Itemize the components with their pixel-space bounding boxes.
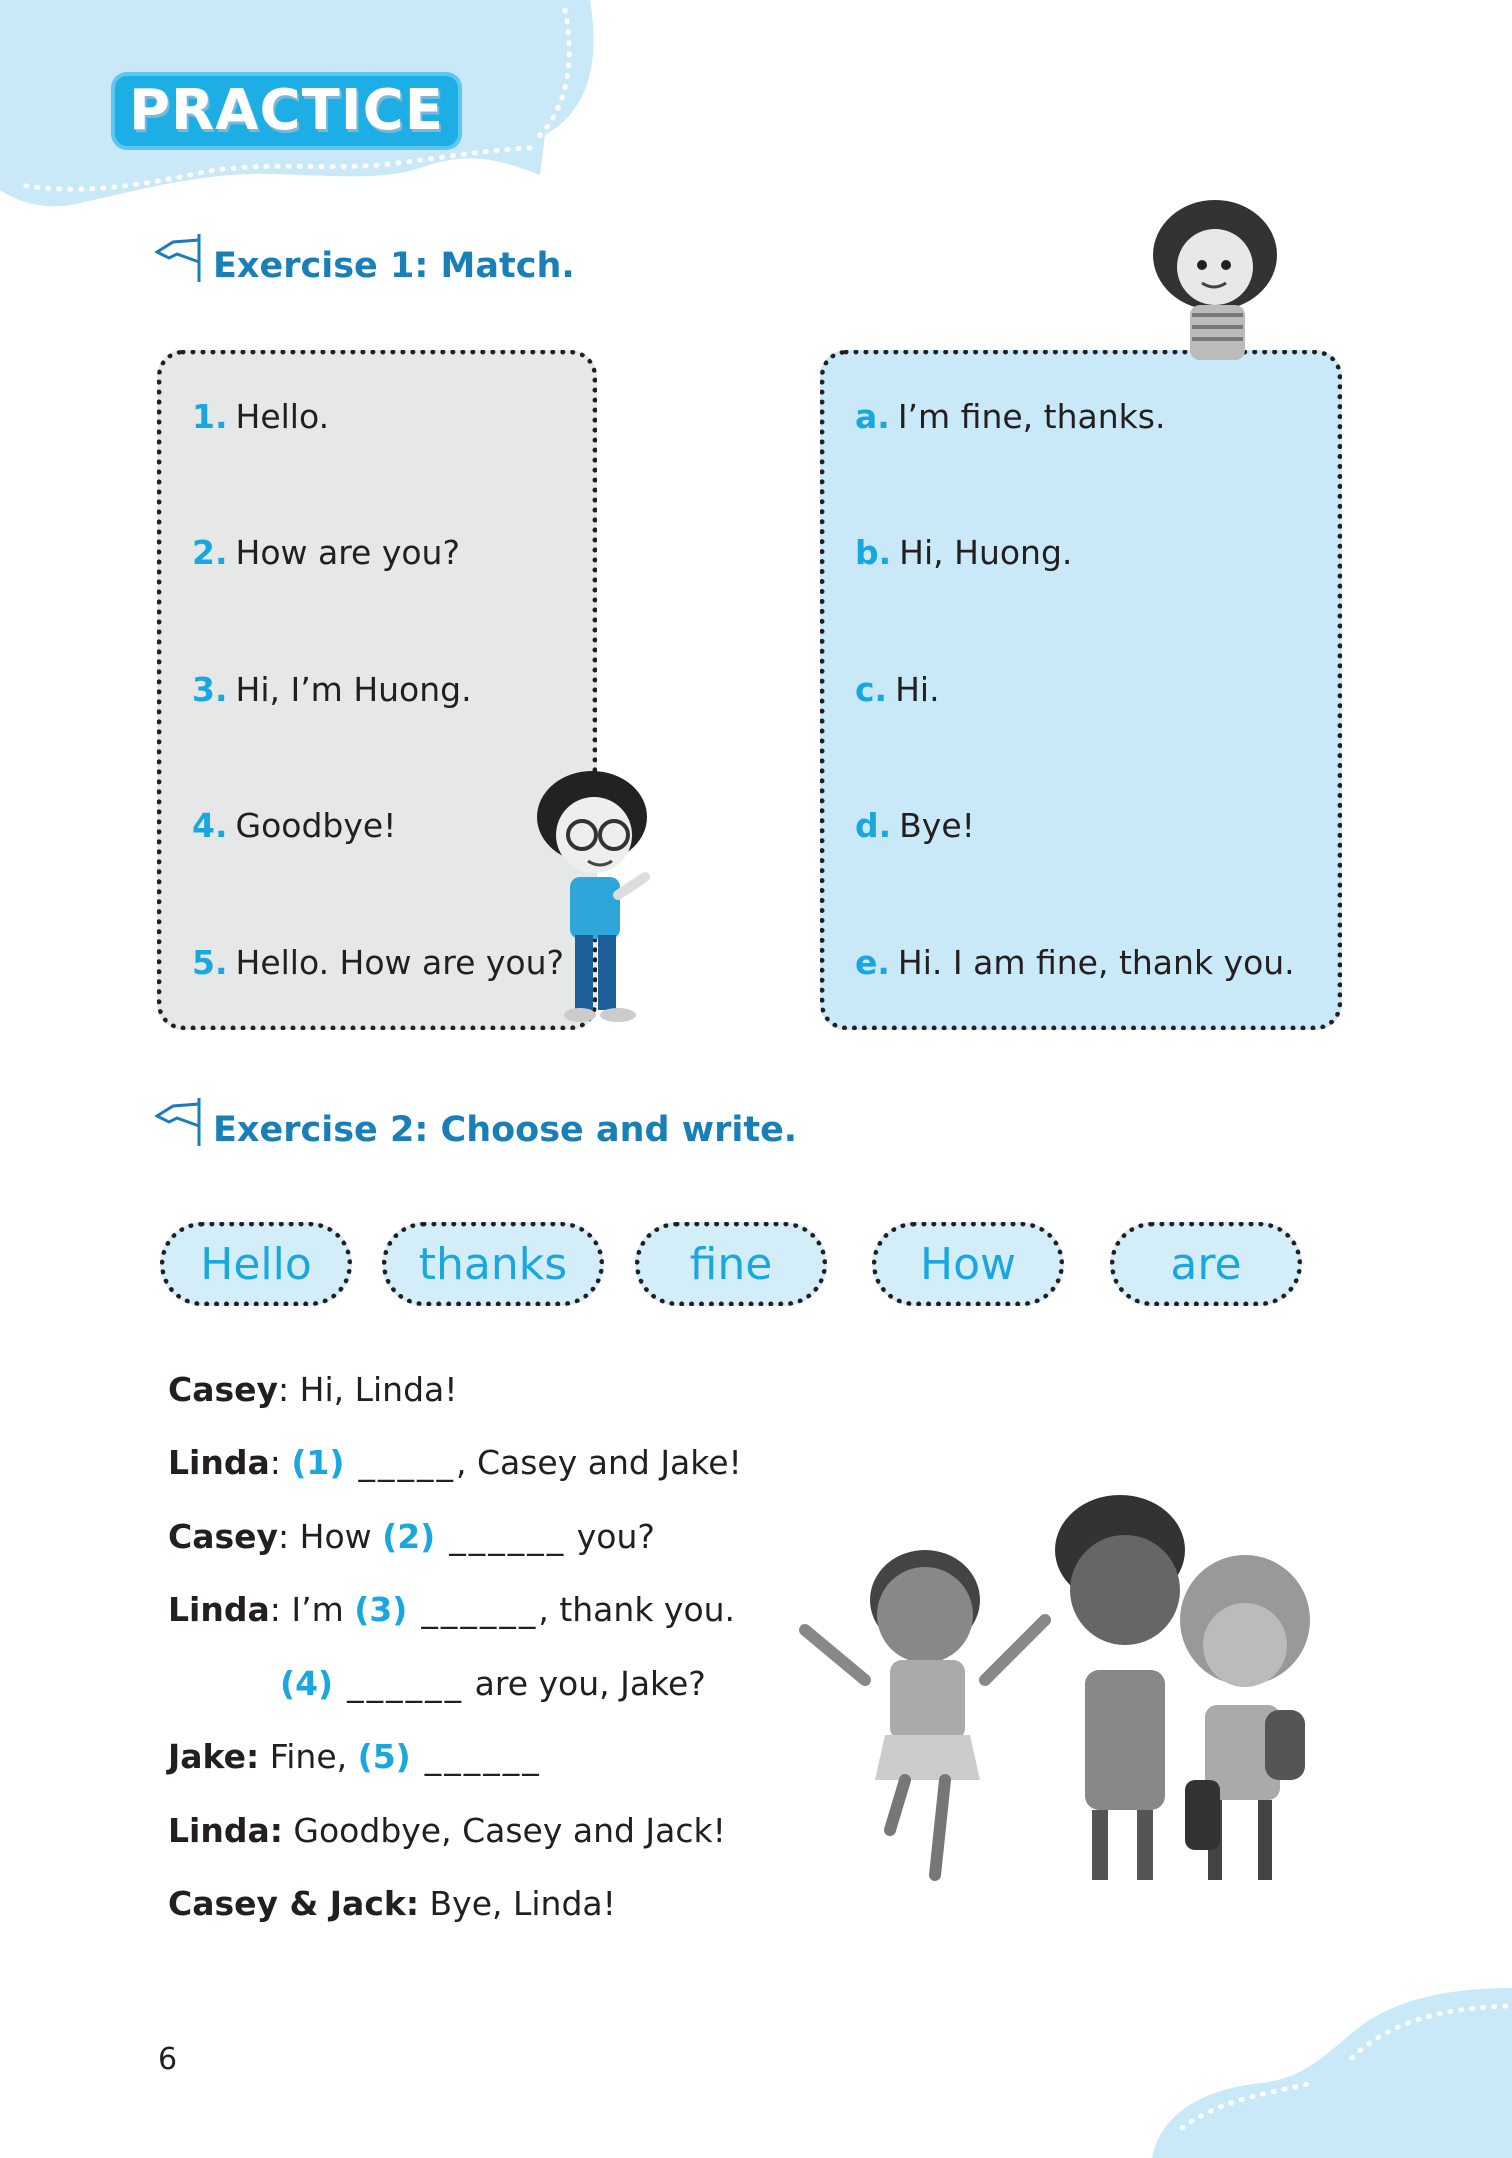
match-right-box (820, 350, 1342, 1030)
flag-icon (155, 1096, 207, 1148)
kids-illustration (795, 1480, 1355, 1895)
answer-blank[interactable]: _____ (358, 1443, 456, 1482)
match-right-item[interactable]: d. Bye! (855, 806, 975, 845)
dialogue-line (280, 1664, 706, 1703)
answer-blank[interactable]: ______ (449, 1517, 567, 1556)
page-number: 6 (158, 2042, 178, 2077)
speaker-name: Linda (168, 1590, 270, 1629)
match-left-item[interactable]: 1. Hello. (192, 397, 330, 436)
dialogue-text: are you, Jake? (464, 1664, 706, 1703)
match-right-item[interactable]: b. Hi, Huong. (855, 533, 1073, 572)
answer-blank[interactable]: ______ (424, 1737, 542, 1776)
dialogue-text: you? (566, 1517, 655, 1556)
dialogue-line (168, 1884, 616, 1923)
dialogue-text: I’m (291, 1590, 355, 1629)
speaker-name: Linda: (168, 1811, 283, 1850)
dialogue-text: Hi, Linda! (299, 1370, 458, 1409)
dialogue-line (168, 1737, 542, 1776)
speaker-name: Jake: (168, 1737, 260, 1776)
dialogue-text: Fine, (269, 1737, 358, 1776)
word-box-hello[interactable]: Hello (160, 1222, 352, 1306)
word-box-how[interactable]: How (872, 1222, 1064, 1306)
speaker-name: Casey (168, 1517, 279, 1556)
match-left-item[interactable]: 3. Hi, I’m Huong. (192, 670, 472, 709)
speaker-name: Linda (168, 1443, 270, 1482)
dialogue-line (168, 1590, 735, 1629)
blank-number: (4) (280, 1664, 334, 1703)
separator: : (269, 1443, 292, 1482)
separator: : (269, 1590, 292, 1629)
blank-number: (5) (357, 1737, 411, 1776)
word-box-thanks[interactable]: thanks (382, 1222, 604, 1306)
dialogue-line (168, 1370, 457, 1409)
match-right-item[interactable]: e. Hi. I am fine, thank you. (855, 943, 1295, 982)
match-right-item[interactable]: c. Hi. (855, 670, 940, 709)
answer-blank[interactable]: ______ (421, 1590, 539, 1629)
exercise2-heading (155, 1096, 797, 1150)
dialogue-text: How (299, 1517, 383, 1556)
boy-illustration (530, 765, 670, 1030)
cloud-decoration (1152, 1988, 1512, 2158)
dialogue-text: Bye, Linda! (429, 1884, 616, 1923)
dialogue-line (168, 1443, 742, 1482)
girl-illustration (1140, 195, 1295, 370)
blank-number: (3) (354, 1590, 408, 1629)
exercise1-heading (155, 232, 575, 286)
separator (259, 1737, 270, 1776)
separator (419, 1884, 430, 1923)
match-left-item[interactable]: 4. Goodbye! (192, 806, 397, 845)
blank-number: (1) (291, 1443, 345, 1482)
dialogue-line (168, 1517, 655, 1556)
dialogue-line (168, 1811, 726, 1850)
exercise2-title: Exercise 2: Choose and write. (213, 1110, 798, 1150)
separator (283, 1811, 294, 1850)
separator: : (278, 1370, 300, 1409)
match-left-item[interactable]: 2. How are you? (192, 533, 460, 572)
exercise1-title: Exercise 1: Match. (213, 246, 575, 286)
practice-badge: PRACTICE (115, 76, 458, 146)
dialogue-text: Goodbye, Casey and Jack! (293, 1811, 726, 1850)
dialogue-text: , Casey and Jake! (455, 1443, 742, 1482)
flag-icon (155, 232, 207, 284)
match-right-item[interactable]: a. I’m fine, thanks. (855, 397, 1166, 436)
blank-number: (2) (382, 1517, 436, 1556)
separator: : (278, 1517, 300, 1556)
dialogue-text: , thank you. (538, 1590, 736, 1629)
speaker-name: Casey & Jack: (168, 1884, 420, 1923)
match-left-item[interactable]: 5. Hello. How are you? (192, 943, 565, 982)
answer-blank[interactable]: ______ (347, 1664, 465, 1703)
speaker-name: Casey (168, 1370, 279, 1409)
word-box-fine[interactable]: fine (635, 1222, 827, 1306)
word-box-are[interactable]: are (1110, 1222, 1302, 1306)
